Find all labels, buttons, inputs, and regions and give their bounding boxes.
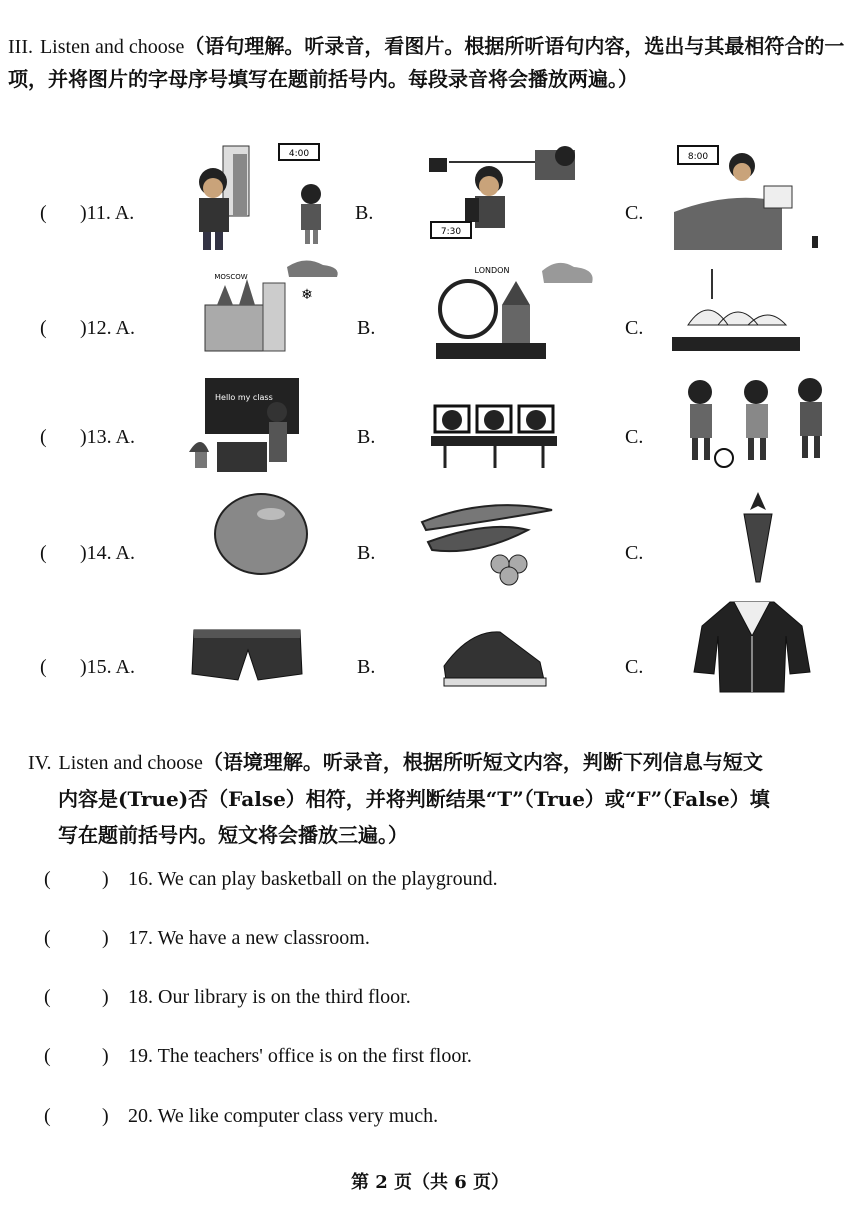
tf-question-text: 19. The teachers' office is on the first floor.	[128, 1045, 472, 1067]
option-c-label: C.	[625, 317, 644, 339]
answer-paren-close: )	[102, 986, 109, 1008]
answer-paren[interactable]: (	[40, 656, 47, 678]
clock-label: 8:00	[687, 152, 709, 162]
question-number: )12. A.	[80, 317, 135, 339]
computer-class-picture	[425, 372, 565, 478]
tf-question-text: 18. Our library is on the third floor.	[128, 986, 411, 1008]
answer-paren[interactable]: (	[40, 542, 47, 564]
answer-paren-close: )	[102, 1045, 109, 1067]
answer-paren[interactable]: (	[40, 426, 47, 448]
option-c-label: C.	[625, 656, 644, 678]
svg-text:❄: ❄	[301, 288, 313, 303]
section-4-header	[28, 744, 848, 853]
option-c-label: C.	[625, 202, 644, 224]
blackboard-text: Hello my class	[215, 393, 273, 402]
answer-paren-open[interactable]: (	[44, 1105, 51, 1127]
section-3-title: Listen and choose	[39, 36, 185, 58]
city-label: LONDON	[474, 266, 510, 275]
option-b-label: B.	[355, 202, 374, 224]
boy-with-backpack-7-30-picture	[425, 140, 585, 252]
page-footer: 第 2 页（共 6 页）	[350, 1172, 510, 1193]
option-c-label: C.	[625, 426, 644, 448]
question-number: )15. A.	[80, 656, 135, 678]
section-4-line-1	[28, 744, 848, 781]
tf-question-text: 20. We like computer class very much.	[128, 1105, 439, 1127]
answer-paren[interactable]: (	[40, 317, 47, 339]
section-4-roman: IV.	[28, 752, 52, 774]
section-4-instructions-3: 写在题前括号内。短文将会播放三遍。）	[58, 823, 408, 847]
question-14	[0, 490, 860, 600]
option-c-label: C.	[625, 542, 644, 564]
answer-paren-close: )	[102, 868, 109, 890]
answer-paren-open[interactable]: (	[44, 1045, 51, 1067]
green-beans-picture	[418, 490, 558, 586]
moscow-snow-picture	[195, 255, 345, 365]
tf-question-text: 17. We have a new classroom.	[128, 927, 370, 949]
question-number: )14. A.	[80, 542, 135, 564]
question-number: )11. A.	[80, 202, 135, 224]
section-4-instructions-2: 内容是(True)否（False）相符，并将判断结果“T”（True）或“F”（False）填	[58, 787, 770, 811]
tf-question-text: 16. We can play basketball on the playground.	[128, 868, 498, 890]
question-number: )13. A.	[80, 426, 135, 448]
section-3-instructions: （语句理解。听录音，看图片。根据所听语句内容，选出与其最相符合的一项，并将图片的字母序号填写在题前括号内。每段录音将会播放两遍。）	[8, 34, 845, 91]
clock-label: 7:30	[440, 227, 462, 237]
answer-paren-open[interactable]: (	[44, 986, 51, 1008]
potato-picture	[205, 490, 315, 580]
answer-paren-open[interactable]: (	[44, 927, 51, 949]
sneakers-picture	[440, 622, 548, 694]
shorts-picture	[188, 626, 306, 692]
sydney-picture	[668, 255, 808, 365]
option-b-label: B.	[357, 317, 376, 339]
question-12	[0, 255, 860, 365]
carrot-picture	[730, 488, 786, 586]
section-4-title: Listen and choose	[58, 752, 203, 774]
section-3-roman: III.	[8, 36, 33, 58]
section-3-header	[8, 30, 848, 95]
option-b-label: B.	[357, 656, 376, 678]
boy-getting-up-8am-picture	[672, 140, 832, 252]
answer-paren-close: )	[102, 1105, 109, 1127]
section-4-instructions-1: （语境理解。听录音，根据所听短文内容，判断下列信息与短文	[202, 750, 763, 774]
option-b-label: B.	[357, 426, 376, 448]
english-class-blackboard-picture	[185, 372, 305, 478]
coat-picture	[690, 596, 814, 696]
question-11	[0, 140, 860, 250]
london-cloudy-picture	[432, 255, 602, 365]
question-15	[0, 596, 860, 706]
clock-label: 4:00	[288, 149, 310, 159]
boy-and-girl-at-4pm-picture	[185, 140, 325, 252]
answer-paren[interactable]: (	[40, 202, 47, 224]
city-label: MOSCOW	[214, 273, 248, 281]
option-b-label: B.	[357, 542, 376, 564]
question-13	[0, 372, 860, 482]
football-boys-picture	[678, 372, 838, 478]
answer-paren-close: )	[102, 927, 109, 949]
answer-paren-open[interactable]: (	[44, 868, 51, 890]
